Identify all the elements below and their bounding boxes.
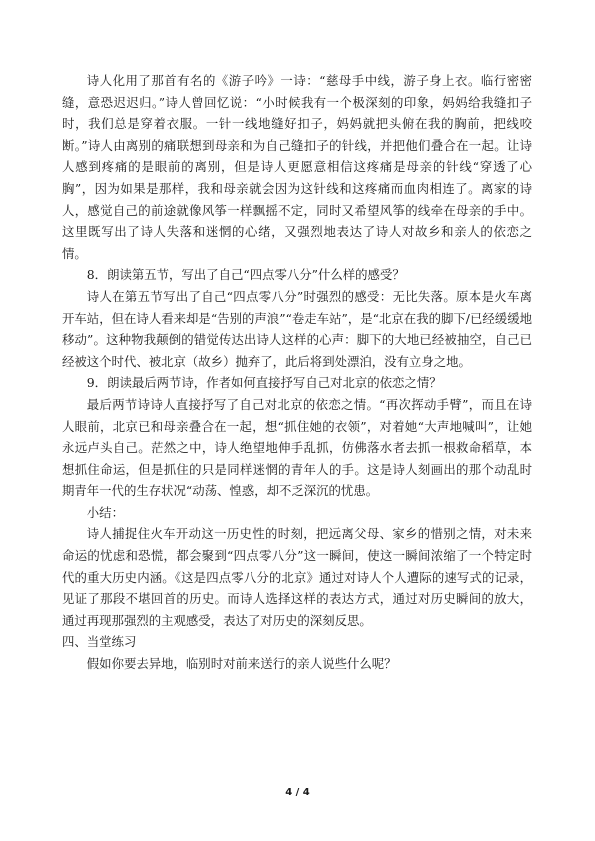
summary-text: 诗人捕捉住火车开动这一历史性的时刻，把远离父母、家乡的惜别之情，对未来命运的忧虑和恐慌，都会聚到“四点零八分”这一瞬间，使这一瞬间浓缩了一个特定时代的重大历史内涵。《这是四点零八分的北京》通过对诗人个人遭际的速写式的记录，见证了那段不堪回首的历史。而诗人选择这样的表达方式，通过对历史瞬间的放大，通过再现那强烈的主观感受，表达了对历史的深刻反思。 (62, 526, 532, 628)
answer-9: 最后两节诗诗人直接抒写了自己对北京的依恋之情。“再次挥动手臂”，而且在诗人眼前，北京已和母亲叠合在一起，想“抓住她的衣领”，对着她“大声地喊叫”，让她永远卢头自己。茫然之中，诗人绝望地伸手乱抓，仿佛落水者去抓一根救命稻草，本想抓住命运，但是抓住的只是同样迷惘的青年人的手。这是诗人刻画出的那个动乱时期青年一代的生存状况“动荡、惶惑，却不乏深沉的忧患。 (62, 396, 532, 499)
answer-8: 诗人在第五节写出了自己“四点零八分”时强烈的感受：无比失落。原本是火车离开车站，但在诗人看来却是“告别的声浪”“卷走车站”，是“北京在我的脚下/已经缓缓地移动”。这种物我颠倒的错觉传达出诗人这样的心声：脚下的大地已经被抽空，自己已经被这个时代、被北京（故乡）抛弃了，此后将到处漂泊，没有立身之地。 (62, 288, 532, 369)
page-number: 4 / 4 (285, 787, 310, 798)
question-9: 9．朗读最后两节诗，作者如何直接抒写自己对北京的依恋之情？ (86, 375, 442, 391)
practice-question: 假如你要去异地，临别时对前来送行的亲人说些什么呢？ (86, 656, 397, 672)
paragraph-poem-analysis: 诗人化用了那首有名的《游子吟》一诗：“慈母手中线，游子身上衣。临行密密缝，意恐迟迟归。”诗人曾回忆说：“小时候我有一个极深刻的印象，妈妈给我缝扣子时，我们总是穿着衣服。一针一线地缝好扣子，妈妈就把头俯在我的胸前，把线咬断。”诗人由离别的痛联想到母亲和为自己缝扣子的针线，并把他们叠合在一起。让诗人感到疼痛的是眼前的离别，但是诗人更愿意相信这疼痛是母亲的针线“穿透了心胸”，因为如果是那样，我和母亲就会因为这针线和这疼痛而血肉相连了。离家的诗人，感觉自己的前途就像风筝一样飘摇不定，同时又希望风筝的线牵在母亲的手中。这里既写出了诗人失落和迷惘的心绪，又强烈地表达了诗人对故乡和亲人的依恋之情。 (62, 73, 532, 261)
section-heading-practice: 四、当堂练习 (62, 634, 137, 650)
summary-heading: 小结： (86, 504, 124, 520)
question-8: 8．朗读第五节，写出了自己“四点零八分”什么样的感受？ (86, 267, 405, 283)
document-body (62, 70, 532, 675)
